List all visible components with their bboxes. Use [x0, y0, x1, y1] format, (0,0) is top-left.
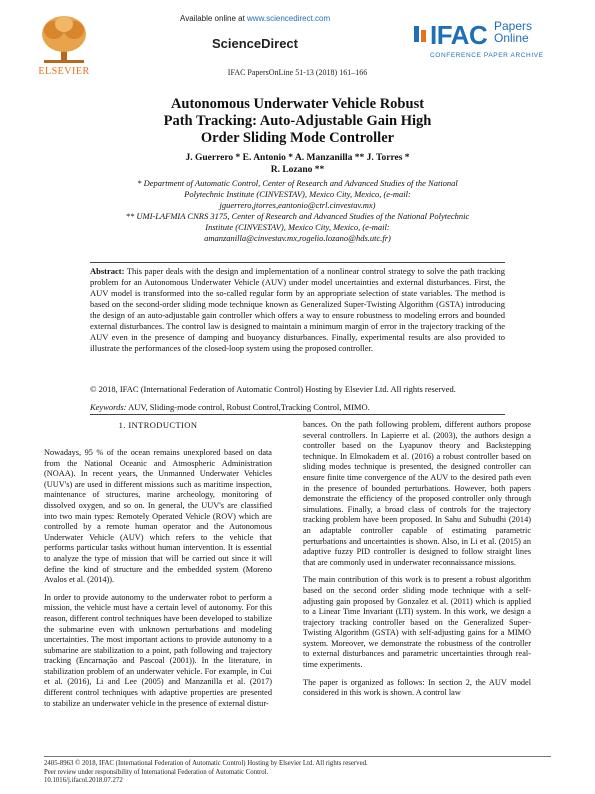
ifac-emblem-icon [412, 24, 428, 44]
affiliation-1: * Department of Automatic Control, Center of Research and Advanced Studies of the National Polytechnic Institute (CINVESTAV), Mexico City, Mexico, (e-mail: jguerrero,jtorres,eantonio@ctrl.cinvestav.mx) [137, 178, 458, 210]
copyright-line: © 2018, IFAC (International Federation of Automatic Control) Hosting by Elsevier Ltd. All rights reserved. [90, 384, 456, 394]
footer [44, 760, 551, 786]
abstract-bottom-rule [90, 414, 505, 415]
ifac-papers-label: Papers [494, 19, 533, 33]
author-list [120, 152, 475, 176]
abstract [90, 266, 505, 354]
right-column [303, 420, 531, 706]
authors-line: R. Lozano ** [270, 165, 325, 175]
abstract-label: Abstract: [90, 266, 125, 276]
ifac-papers-online [494, 20, 532, 44]
affiliation-2: ** UMI-LAFMIA CNRS 3175, Center of Research and Advanced Studies of the National Polytechnic Institute (CINVESTAV), Mexico City, Mexico, (e-mail: amanzanilla@cinvestav.mx,rogelio.lozano@hds.utc.fr) [125, 211, 470, 243]
keywords-text: AUV, Sliding-mode control, Robust Control,Tracking Control, MIMO. [126, 402, 370, 412]
elsevier-wordmark: ELSEVIER [38, 66, 90, 77]
abstract-top-rule [90, 262, 505, 263]
keywords [90, 402, 505, 412]
left-column [44, 448, 272, 716]
availability-line [180, 14, 330, 23]
section-heading: 1. INTRODUCTION [118, 420, 198, 430]
title-line: Autonomous Underwater Vehicle Robust [170, 96, 425, 112]
footer-doi[interactable]: 10.1016/j.ifacol.2018.07.272 [44, 777, 123, 784]
authors-line: J. Guerrero * E. Antonio * A. Manzanilla ** J. Torres * [185, 153, 410, 163]
elsevier-logo [34, 12, 94, 72]
ifac-papersonline-logo [412, 16, 562, 64]
paper-title [100, 96, 495, 147]
footer-rule [44, 756, 551, 757]
affiliations [120, 178, 475, 244]
ifac-online-label: Online [494, 31, 529, 45]
keywords-label: Keywords: [90, 402, 127, 412]
body-paragraph: In order to provide autonomy to the underwater robot to perform a mission, the vehicle must have a certain level of autonomy. For this reason, different control techniques have been developed to stabilize the submarine even with unknown perturbations and modeling uncertainties. The most important actions to provide autonomy to a submarine are stabilization to a point, path following and trajectory tracking (Encarnação and Pascoal (2001)). In the literature, in stabilization problem of an underwater vehicle. For example, in Cui et al. (2016), Li and Lee (2005) and Manzanilla et al. (2017) different control techniques with adaptive properties are presented to stabilize an underwater vehicle in the presence of external distur- [44, 592, 272, 708]
ifac-word: IFAC [430, 20, 488, 50]
ifac-subtitle: CONFERENCE PAPER ARCHIVE [430, 52, 544, 59]
abstract-text: This paper deals with the design and implementation of a nonlinear control strategy to solve the path tracking problem for an Autonomous Underwater Vehicle (AUV) under model uncertainties and external disturbances. First, the AUV model is transformed into the so-called regular form by an appropriate selection of state variables. The method is based on the second-order sliding mode technique known as Generalized Super-Twisting Algorithm (GSTA) introducing the design of an auto-adjustable gain controller which offers a way to ensure robustness to modeling errors and bounded external disturbances. The control law is designed to maintain a minimum margin of error in the trajectory tracking of the AUV even in the presence of damping and buoyancy disturbances. Finally, experimental results are also provided to illustrate the performances of the closed-loop system using the proposed controller. [90, 266, 505, 353]
sciencedirect-logo: ScienceDirect [212, 36, 298, 51]
body-paragraph: The paper is organized as follows: In section 2, the AUV model considered in this work is shown. A control law [303, 677, 531, 698]
sciencedirect-link[interactable]: www.sciencedirect.com [247, 14, 331, 23]
footer-peer-review: Peer review under responsibility of International Federation of Automatic Control. [44, 768, 269, 776]
available-prefix: Available online at [180, 14, 248, 23]
title-line: Path Tracking: Auto-Adjustable Gain High [163, 113, 432, 129]
journal-citation: IFAC PapersOnLine 51-13 (2018) 161–166 [227, 68, 368, 77]
title-line: Order Sliding Mode Controller [200, 130, 395, 146]
body-paragraph: Nowadays, 95 % of the ocean remains unexplored based on data from the National Oceanic and Atmospheric Administration (NOAA). In recent years, the Unmanned Underwater Vehicles (UUV's) are used in different missions such as maritime inspection, maintenance of structures, marine archeology, monitoring of dissolved oxygen, and so on. In general, the UUV's are classified into two main types: Remotely Operated Vehicle (ROV) which are controlled by a remote human operator and the Autonomous Underwater Vehicle (AUV) which refers to the vehicle that performs particular tasks without human intervention. It is essential to analyze the type of mission that will be carried out since it will define the kind of structure and the embedded system (Moreno Avalos et al. (2014)). [44, 448, 272, 585]
body-paragraph: bances. On the path following problem, different authors propose several controllers. In Lapierre et al. (2003), the authors design a controller based on the Lyapunov theory and Backstepping technique. In Elmokadem et al. (2016) a robust controller based on sliding modes technique is presented, the designed controller can ensure finite time convergence of the AUV to the desired path even in the presence of bounded perturbations. However, both papers demonstrate the efficiency of the proposed controller only through simulations. Finally, a broad class of controls for the trajectory tracking problem have been proposed. In Sahu and Subudhi (2014) an adaptable controller capable of estimating parametric perturbations and uncertainties is shown. Also, in Li et al. (2015) an adaptive fuzzy PID controller is designed to follow straight lines that are commonly used in underwater reconnaissance missions. [303, 420, 531, 567]
footer-copyright: 2405-8963 © 2018, IFAC (International Federation of Automatic Control) Hosting by Elsevier Ltd. All rights reserved. [44, 760, 368, 767]
body-paragraph: The main contribution of this work is to present a robust algorithm based on the second order sliding mode technique with a self-adjusting gain proposed by Gonzalez et al. (2011) which is applied to a Linear Time Invariant (LTI) system. In this work, we design a trajectory tracking controller based on the Generalized Super-Twisting Algorithm (GSTA) with self-adjusting gains for a MIMO system. Moreover, we demonstrate the robustness of the controller to external disturbances and parametric uncertainties through real-time experiments. [303, 575, 531, 670]
